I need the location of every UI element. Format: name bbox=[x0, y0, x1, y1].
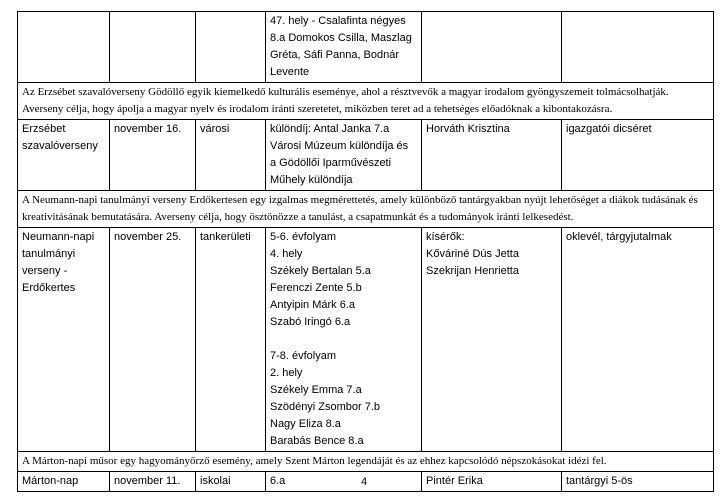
competition-table bbox=[17, 11, 714, 492]
page-number: 4 bbox=[360, 476, 368, 488]
reward-cell bbox=[562, 12, 714, 83]
event-description: Az Erzsébet szavalóverseny Gödöllő egyik kiemelkedő kulturális eseménye, ahol a résztvevők a magyar irodalom gyöngyszemeit tolmácsolhatják. Averseny célja, hogy ápolja a magyar nyelv és irodalom iránti szeretetet, miközben teret ad a tehetséges előadóknak a kibontakozásra. bbox=[18, 83, 714, 120]
description-row bbox=[18, 83, 714, 120]
table-row bbox=[18, 228, 714, 452]
table-row bbox=[18, 120, 714, 191]
date-cell: november 25. bbox=[110, 228, 196, 452]
reward-cell: igazgatói dicséret bbox=[562, 120, 714, 191]
level-cell: városi bbox=[196, 120, 266, 191]
date-cell bbox=[110, 12, 196, 83]
result-cell bbox=[266, 228, 422, 452]
event-name-cell bbox=[18, 12, 110, 83]
reward-cell: tantárgyi 5-ös bbox=[562, 472, 714, 492]
teacher-cell: Horváth Krisztina bbox=[422, 120, 562, 191]
date-cell: november 16. bbox=[110, 120, 196, 191]
level-cell bbox=[196, 12, 266, 83]
result-cell bbox=[266, 12, 422, 83]
event-description: A Neumann-napi tanulmányi verseny Erdőkertesen egy izgalmas megmérettetés, amely különböző tantárgyakban nyújt lehetőséget a diákok tudásának és kreativitásának bemutatására. Averseny célja, hogy ösztönözze a tanulást, a csapatmunkát és a tudományok iránti lelkesedést. bbox=[18, 191, 714, 228]
teacher-text: kísérők: Kőváriné Dús Jetta Szekrijan Henrietta bbox=[426, 231, 519, 277]
result-text: 5-6. évfolyam 4. hely Székely Bertalan 5.a Ferenczi Zente 5.b Antyipin Márk 6.a Szabó Iringó 6.a 7-8. évfolyam 2. hely Székely Emma 7.a Szödényi Zsombor 7.b Nagy Eliza 8.a Barabás Bence 8.a bbox=[270, 231, 381, 447]
level-cell: iskolai bbox=[196, 472, 266, 492]
reward-cell: oklevél, tárgyjutalmak bbox=[562, 228, 714, 452]
result-text: 6.a bbox=[270, 475, 286, 487]
result-text: különdíj: Antal Janka 7.a Városi Múzeum különdíja és a Gödöllői Iparművészeti Műhely különdíja bbox=[270, 123, 409, 186]
result-text: 47. hely - Csalafinta négyes 8.a Domokos Csilla, Maszlag Gréta, Sáfi Panna, Bodnár Levente bbox=[270, 15, 412, 78]
description-row bbox=[18, 191, 714, 228]
description-row bbox=[18, 452, 714, 472]
event-name-cell: Márton-nap bbox=[18, 472, 110, 492]
teacher-cell bbox=[422, 228, 562, 452]
table-row bbox=[18, 12, 714, 83]
teacher-cell bbox=[422, 12, 562, 83]
result-cell bbox=[266, 120, 422, 191]
event-name-cell: Erzsébet szavalóverseny bbox=[18, 120, 110, 191]
event-description: A Márton-napi műsor egy hagyományőrző esemény, amely Szent Márton legendáját és az ehhez kapcsolódó népszokásokat idézi fel. bbox=[18, 452, 714, 472]
event-name-cell: Neumann-napi tanulmányi verseny - Erdőkertes bbox=[18, 228, 110, 452]
level-cell: tankerületi bbox=[196, 228, 266, 452]
date-cell: november 11. bbox=[110, 472, 196, 492]
teacher-cell: Pintér Erika bbox=[422, 472, 562, 492]
